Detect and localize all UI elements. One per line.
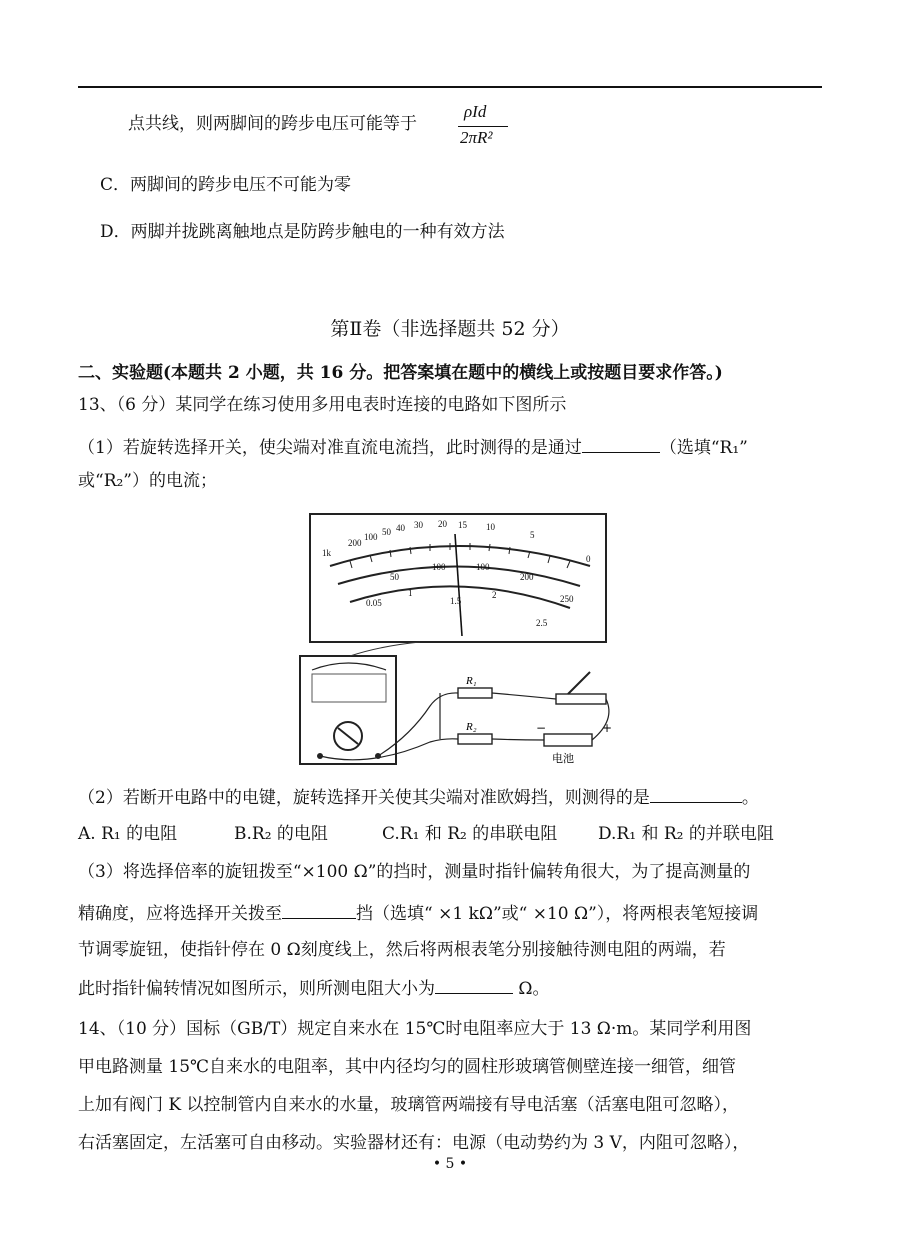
battery	[544, 734, 592, 746]
scale-label-mid-100b: 100	[476, 562, 490, 572]
scale-label-mid-250: 250	[560, 594, 574, 604]
q13-part1-line2: 或“R₂”）的电流；	[78, 471, 217, 491]
section-title: 第Ⅱ卷（非选择题共 52 分）	[330, 318, 570, 340]
choice-b: B.R₂ 的电阻	[234, 824, 328, 844]
dial-callout-line	[350, 642, 420, 656]
choice-a: A. R₁ 的电阻	[78, 824, 178, 844]
q13-part3-text-c: 此时指针偏转情况如图所示，则所测电阻大小为	[78, 979, 435, 999]
scale-label-2: 2	[492, 590, 497, 600]
choice-d: D.R₁ 和 R₂ 的并联电阻	[598, 824, 774, 844]
q14-line1: 14、（10 分）国标（GB/T）规定自来水在 15℃时电阻率应大于 13 Ω·m。某同学利用图	[78, 1019, 752, 1039]
switch-base	[556, 694, 606, 704]
scale-label-0: 0	[586, 554, 591, 564]
q14-line4: 右活塞固定，左活塞可自由移动。实验器材还有：电源（电动势约为 3 V，内阻可忽略），	[78, 1133, 750, 1153]
scale-label-50: 50	[382, 527, 391, 537]
q14-line3: 上加有阀门 K 以控制管内自来水的水量，玻璃管两端接有导电活塞（活塞电阻可忽略），	[78, 1095, 740, 1115]
scale-label-mid-100: 100	[432, 562, 446, 572]
scale-label-15: 15	[458, 520, 467, 530]
label-battery: 电池	[552, 752, 574, 765]
answer-blank-1[interactable]	[582, 434, 660, 453]
q13-part2-text: （2）若断开电路中的电键，旋转选择开关使其尖端对准欧姆挡，则测得的是	[78, 788, 650, 808]
scale-label-1: 1	[408, 588, 413, 598]
scale-label-100: 100	[364, 532, 378, 542]
q13-part1-line1	[78, 434, 748, 460]
formula-fraction	[458, 102, 512, 154]
answer-blank-2[interactable]	[650, 784, 742, 803]
scale-label-0-05: 0.05	[366, 598, 382, 608]
choice-c: C.R₁ 和 R₂ 的串联电阻	[382, 824, 558, 844]
q13-stem: 13、（6 分）某同学在练习使用多用电表时连接的电路如下图所示	[78, 395, 567, 415]
formula-numerator: ρId	[464, 102, 487, 121]
scale-label-40: 40	[396, 523, 405, 533]
part2-header: 二、实验题(本题共 2 小题，共 16 分。把答案填在题中的横线上或按题目要求作答。)	[78, 363, 723, 383]
multimeter-circuit-figure	[290, 506, 620, 768]
label-r1: R₁	[466, 675, 477, 687]
q13-part3-line3: 节调零旋钮，使指针停在 0 Ω刻度线上，然后将两根表笔分别接触待测电阻的两端，若	[78, 940, 726, 960]
resistor-r1	[458, 688, 492, 698]
header-rule	[78, 86, 822, 88]
q13-part3-line4	[78, 975, 550, 1001]
q13-part3-text-b: 挡（选填“ ×1 kΩ”或“ ×10 Ω”），将两根表笔短接调	[356, 904, 759, 924]
switch-lever	[568, 672, 590, 694]
q13-part3-text-a: 精确度，应将选择开关拨至	[78, 904, 282, 924]
q13-part3-line1: （3）将选择倍率的旋钮拨至“×100 Ω”的挡时，测量时指针偏转角很大，为了提高测量的	[78, 862, 751, 882]
q13-part1-choice: （选填“R₁”	[659, 438, 748, 458]
answer-blank-3[interactable]	[282, 900, 356, 919]
scale-label-5: 5	[530, 530, 535, 540]
q13-part3-line2	[78, 900, 758, 926]
q13-part2-end: 。	[741, 788, 759, 808]
q14-line2: 甲电路测量 15℃自来水的电阻率，其中内径均匀的圆柱形玻璃管侧壁连接一细管，细管	[78, 1057, 737, 1077]
scale-label-mid-200: 200	[520, 572, 534, 582]
option-d: D．两脚并拢跳离触地点是防跨步触电的一种有效方法	[100, 222, 505, 242]
scale-label-30: 30	[414, 520, 423, 530]
q13-part3-unit: Ω。	[513, 979, 550, 999]
scale-label-20: 20	[438, 519, 447, 529]
option-c: C．两脚间的跨步电压不可能为零	[100, 175, 352, 195]
page-number: • 5 •	[432, 1156, 468, 1172]
scale-label-1-5: 1.5	[450, 596, 462, 606]
scale-label-200: 200	[348, 538, 362, 548]
label-r2: R₂	[466, 721, 477, 733]
scale-label-1k: 1k	[322, 548, 331, 558]
scale-label-2-5: 2.5	[536, 618, 548, 628]
formula-denominator: 2πR²	[460, 128, 493, 147]
answer-blank-4[interactable]	[435, 975, 513, 994]
battery-plus: +	[602, 721, 613, 735]
q13-part2	[78, 784, 759, 810]
fraction-bar	[458, 126, 508, 127]
resistor-r2	[458, 734, 492, 744]
scale-label-mid-50: 50	[390, 572, 399, 582]
battery-minus: −	[536, 721, 547, 735]
option-b-continuation: 点共线，则两脚间的跨步电压可能等于	[128, 114, 417, 134]
scale-label-10: 10	[486, 522, 495, 532]
q13-part1-text: （1）若旋转选择开关，使尖端对准直流电流挡，此时测得的是通过	[78, 438, 582, 458]
